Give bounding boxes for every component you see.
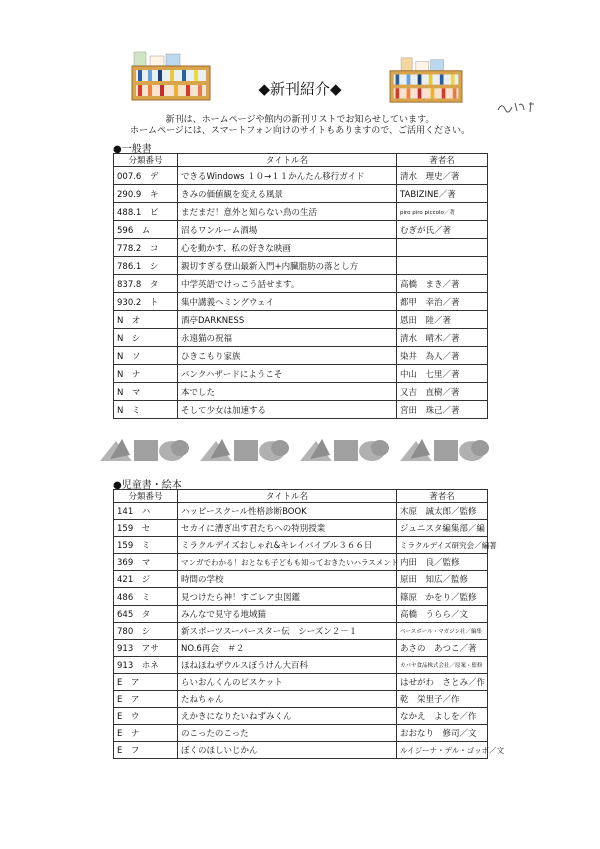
table-row bbox=[114, 673, 488, 690]
author-cell: ジュニスタ編集部／編 bbox=[397, 520, 488, 537]
author-cell: 篠原 かをり／監修 bbox=[397, 588, 488, 605]
author-cell: 又吉 直樹／著 bbox=[397, 383, 488, 401]
call-number-cell: N マ bbox=[114, 383, 178, 401]
author-cell: 中山 七里／著 bbox=[397, 365, 488, 383]
author-cell: 乾 栄里子／作 bbox=[397, 691, 488, 708]
title-cell: たねちゃん bbox=[178, 691, 397, 708]
author-cell: TABIZINE／著 bbox=[397, 185, 488, 203]
call-number-cell: N ミ bbox=[114, 401, 178, 419]
column-header: タイトル名 bbox=[178, 490, 397, 503]
circle-shape bbox=[471, 440, 489, 456]
general-books-table bbox=[113, 153, 488, 419]
call-number-cell: 486 ミ bbox=[114, 588, 178, 605]
square-shape bbox=[434, 440, 458, 461]
decorative-shapes-band bbox=[100, 437, 500, 463]
table-row bbox=[114, 347, 488, 365]
call-number-cell: 596 ム bbox=[114, 221, 178, 239]
author-cell: 恩田 陸／著 bbox=[397, 311, 488, 329]
author-cell: 清水 晴木／著 bbox=[397, 329, 488, 347]
title-cell: 心を動かす、私の好きな映画 bbox=[178, 239, 397, 257]
table-row bbox=[114, 329, 488, 347]
call-number-cell: E ア bbox=[114, 691, 178, 708]
author-cell: 高橋 まき／著 bbox=[397, 275, 488, 293]
table-row bbox=[114, 537, 488, 554]
title-cell: ほねほねザウルスぼうけん大百科 bbox=[178, 656, 397, 673]
call-number-cell: E ナ bbox=[114, 725, 178, 742]
title-cell: みんなで見守る地域猫 bbox=[178, 605, 397, 622]
title-cell: バンクハザードにようこそ bbox=[178, 365, 397, 383]
intro-line-2: ホームページには、スマートフォン向けのサイトもありますので、ご活用ください。 bbox=[129, 126, 471, 136]
author-cell bbox=[397, 239, 488, 257]
table-row bbox=[114, 588, 488, 605]
title-cell: 酒亭DARKNESS bbox=[178, 311, 397, 329]
column-header: 著者名 bbox=[397, 490, 488, 503]
title-cell: ひきこもり家族 bbox=[178, 347, 397, 365]
children-books-table bbox=[113, 489, 505, 759]
table-row bbox=[114, 639, 488, 656]
table-row bbox=[114, 622, 488, 639]
call-number-cell: 421 ジ bbox=[114, 571, 178, 588]
call-number-cell: 159 ミ bbox=[114, 537, 178, 554]
author-cell: 清水 理史／著 bbox=[397, 167, 488, 185]
call-number-cell: N ナ bbox=[114, 365, 178, 383]
title-cell: 見つけたら神！すごレア虫図鑑 bbox=[178, 588, 397, 605]
intro-line-1: 新刊は、ホームページや館内の新刊リストでお知らせしています。 bbox=[165, 115, 435, 125]
author-cell: 内田 良／監修 bbox=[397, 554, 488, 571]
table-row bbox=[114, 520, 488, 537]
author-cell: 高橋 うらら／文 bbox=[397, 605, 488, 622]
call-number-cell: E フ bbox=[114, 742, 178, 759]
author-cell: 染井 為人／著 bbox=[397, 347, 488, 365]
author-cell: 宮田 珠己／著 bbox=[397, 401, 488, 419]
general-books-heading: ●一般書 bbox=[113, 144, 152, 155]
table-row bbox=[114, 185, 488, 203]
table-row bbox=[114, 221, 488, 239]
title-cell: ぼくのほしいじかん bbox=[178, 742, 397, 759]
call-number-cell: 930.2 ト bbox=[114, 293, 178, 311]
call-number-cell: 837.8 タ bbox=[114, 275, 178, 293]
call-number-cell: 007.6 デ bbox=[114, 167, 178, 185]
table-row bbox=[114, 691, 488, 708]
author-cell: 木原 誠太郎／監修 bbox=[397, 503, 488, 520]
title-cell: えかきになりたいねずみくん bbox=[178, 708, 397, 725]
call-number-cell: 369 マ bbox=[114, 554, 178, 571]
author-cell: ルイジーナ・デル・ゴッボ／文 bbox=[397, 742, 488, 759]
title-cell: 本でした bbox=[178, 383, 397, 401]
table-row bbox=[114, 656, 488, 673]
title-cell: まだまだ！意外と知らない鳥の生活 bbox=[178, 203, 397, 221]
call-number-cell: N ソ bbox=[114, 347, 178, 365]
title-cell: 永遠猫の祝福 bbox=[178, 329, 397, 347]
call-number-cell: 780 シ bbox=[114, 622, 178, 639]
circle-shape bbox=[171, 440, 189, 456]
title-cell: 沼るワンルーム酒場 bbox=[178, 221, 397, 239]
title-cell: できるWindows １０→１１かんたん移行ガイド bbox=[178, 167, 397, 185]
title-cell: 親切すぎる登山最新入門+内臓脂肪の落とし方 bbox=[178, 257, 397, 275]
title-cell: 新スポーツスーパースター伝 シーズン２－１ bbox=[178, 622, 397, 639]
table-row bbox=[114, 239, 488, 257]
table-row bbox=[114, 725, 488, 742]
author-cell: カバヤ食品株式会社／原案・監修 bbox=[397, 656, 488, 673]
children-books-heading: ●児童書・絵本 bbox=[113, 480, 182, 491]
circle-shape bbox=[271, 440, 289, 456]
table-row bbox=[114, 293, 488, 311]
call-number-cell: 159 セ bbox=[114, 520, 178, 537]
call-number-cell: 488.1 ビ bbox=[114, 203, 178, 221]
author-cell: 原田 知広／監修 bbox=[397, 571, 488, 588]
table-row bbox=[114, 311, 488, 329]
author-cell: あさの あつこ／著 bbox=[397, 639, 488, 656]
call-number-cell: 786.1 シ bbox=[114, 257, 178, 275]
call-number-cell: E ウ bbox=[114, 708, 178, 725]
table-row bbox=[114, 605, 488, 622]
author-cell: むぎが氏／著 bbox=[397, 221, 488, 239]
title-cell: 中学英語でけっこう話せます。 bbox=[178, 275, 397, 293]
square-shape bbox=[334, 440, 358, 461]
call-number-cell: 290.9 キ bbox=[114, 185, 178, 203]
square-shape bbox=[134, 440, 158, 461]
table-row bbox=[114, 257, 488, 275]
author-cell: はせがわ さとみ／作 bbox=[397, 673, 488, 690]
call-number-cell: 645 タ bbox=[114, 605, 178, 622]
page-title: ◆新刊紹介◆ bbox=[258, 80, 342, 98]
column-header: 分類番号 bbox=[114, 490, 178, 503]
author-cell: おおなり 修司／文 bbox=[397, 725, 488, 742]
title-cell: のこったのこった bbox=[178, 725, 397, 742]
call-number-cell: 778.2 コ bbox=[114, 239, 178, 257]
square-shape bbox=[234, 440, 258, 461]
circle-shape bbox=[371, 440, 389, 456]
table-row bbox=[114, 401, 488, 419]
call-number-cell: N シ bbox=[114, 329, 178, 347]
title-cell: マンガでわかる！おとなも子どもも知っておきたいハラスメント bbox=[178, 554, 397, 571]
author-cell bbox=[397, 257, 488, 275]
title-cell: そして少女は加速する bbox=[178, 401, 397, 419]
call-number-cell: N オ bbox=[114, 311, 178, 329]
call-number-cell: 913 アサ bbox=[114, 639, 178, 656]
table-row bbox=[114, 554, 488, 571]
title-cell: ハッピースクール性格診断BOOK bbox=[178, 503, 397, 520]
author-cell: 都甲 幸治／著 bbox=[397, 293, 488, 311]
title-cell: セカイに漕ぎ出す君たちへの特別授業 bbox=[178, 520, 397, 537]
call-number-cell: E ア bbox=[114, 673, 178, 690]
table-row bbox=[114, 203, 488, 221]
table-row bbox=[114, 167, 488, 185]
column-header: 著者名 bbox=[397, 154, 488, 167]
table-row bbox=[114, 383, 488, 401]
title-cell: ミラクルデイズおしゃれ&キレイバイブル３６６日 bbox=[178, 537, 397, 554]
table-row bbox=[114, 571, 488, 588]
title-cell: 集中講義ヘミングウェイ bbox=[178, 293, 397, 311]
table-row bbox=[114, 275, 488, 293]
column-header: タイトル名 bbox=[178, 154, 397, 167]
author-cell: なかえ よしを／作 bbox=[397, 708, 488, 725]
author-cell: ミラクルデイズ研究会／編著 bbox=[397, 537, 488, 554]
author-cell: piro piro piccolo／著 bbox=[397, 203, 488, 221]
column-header: 分類番号 bbox=[114, 154, 178, 167]
call-number-cell: 913 ホネ bbox=[114, 656, 178, 673]
table-row bbox=[114, 365, 488, 383]
title-cell: らいおんくんのビスケット bbox=[178, 673, 397, 690]
table-row bbox=[114, 742, 488, 759]
title-cell: きみの価値観を変える風景 bbox=[178, 185, 397, 203]
table-row bbox=[114, 708, 488, 725]
call-number-cell: 141 ハ bbox=[114, 503, 178, 520]
title-cell: 時間の学校 bbox=[178, 571, 397, 588]
table-row bbox=[114, 503, 488, 520]
title-cell: NO.6再会 ＃２ bbox=[178, 639, 397, 656]
author-cell: ベースボール・マガジン社／編集 bbox=[397, 622, 488, 639]
